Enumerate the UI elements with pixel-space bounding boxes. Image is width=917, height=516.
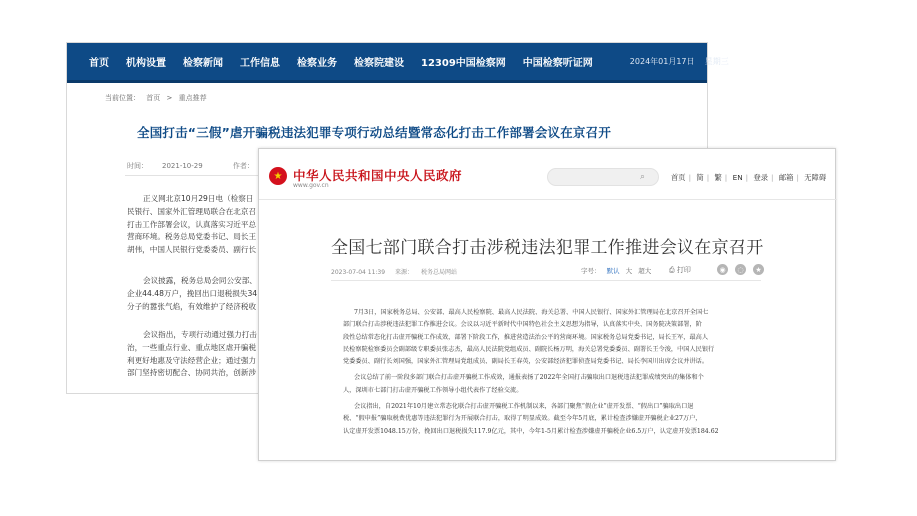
nav-weekday: 星期三	[704, 57, 729, 66]
text-line: 正义网北京10月29日电（检察日	[143, 194, 254, 203]
text-line: 民银行、国家外汇管理局联合在北京召	[127, 206, 257, 216]
weibo-icon[interactable]: ◉	[717, 264, 728, 275]
top-link-accessibility[interactable]: 无障碍	[804, 173, 827, 182]
nav-procuratorate-building[interactable]: 检察院建设	[354, 58, 404, 69]
back-paragraph-3	[127, 329, 267, 380]
front-article-meta	[331, 267, 473, 276]
text-line: 利更好地惠及守法经营企业；通过强力	[127, 355, 257, 365]
text-line: 会议披露，税务总局会同公安部、	[143, 276, 257, 285]
text-line: 部门联合打击涉税违法犯罪工作推进会议。会议以习近平新时代中国特色社会主义思想为指导，认真落实中央、国务院决策部署，阶	[343, 321, 702, 329]
breadcrumb	[105, 93, 211, 103]
meta-divider	[331, 280, 761, 281]
site-url: www.gov.cn	[293, 182, 329, 189]
front-paragraph-3	[343, 401, 761, 438]
top-link-simplified[interactable]: 简	[696, 173, 704, 182]
article-source: 来源： 税务总局网站	[395, 269, 458, 276]
nav-hearing-net[interactable]: 中国检察听证网	[522, 58, 593, 69]
nav-procuratorate-news[interactable]: 检察新闻	[183, 58, 223, 69]
print-icon: ⎙	[669, 266, 675, 274]
text-line: 打击工作部署会议，认真落实习近平总	[127, 219, 257, 229]
text-line: 胡伟，中国人民银行党委委员、副行长	[127, 245, 257, 255]
text-line: 会议指出，自2021年10月建立常态化联合打击虚开骗税工作机制以来，各部门聚焦“假企业”虚开发票、“假出口”骗取出口退	[354, 403, 694, 411]
procuratorate-nav-bar	[67, 43, 729, 83]
back-article-title: 全国打击“三假”虐开骗税违法犯罪专项行动总结暨常态化打击工作部署会议在京召开	[137, 125, 612, 140]
top-link-english[interactable]: EN	[732, 173, 743, 182]
nav-home[interactable]: 首页	[89, 58, 109, 69]
text-line: 会议指出，专项行动通过强力打击	[143, 330, 257, 339]
breadcrumb-section-link[interactable]: 重点推荐	[178, 94, 207, 102]
front-article-body	[343, 307, 761, 442]
front-paragraph-2	[343, 372, 761, 397]
front-paragraph-1	[343, 307, 761, 368]
font-size-xlarge[interactable]: 超大	[638, 267, 652, 275]
header-divider	[259, 199, 837, 200]
search-input[interactable]	[547, 168, 659, 186]
nav-date	[630, 56, 729, 67]
text-line: 7月3日，国家税务总局、公安部、最高人民检察院、最高人民法院、海关总署、中国人民银行、国家外汇管理局在北京召开全国七	[354, 309, 709, 316]
article-datetime: 2023-07-04 11:39	[331, 269, 386, 276]
text-line: 税、“假申报”骗取税费优惠等违法犯罪行为开展联合打击，取得了明显成效。截至今年5月底，累计检查涉嫌虚开骗税企业27万户，	[343, 415, 702, 423]
text-line: 段性总结常态化打击虚开骗税工作成效，部署下阶段工作，推进营造法治公平的营商环境。国家税务总局党委书记，局长王军，最高人	[343, 333, 709, 341]
text-line: 分子的嚣张气焰，有效维护了经济税收	[127, 301, 257, 311]
font-size-label: 字号：	[581, 267, 601, 275]
text-line: 认定虚开发票1048.15万份，挽回出口退税损失117.9亿元，其中，今年1-5月累计检查涉嫌虚开骗税企业6.5万户，认定虚开发票184.62	[343, 427, 719, 435]
top-links: 首页 | 简 | 繁 | EN | 登录 | 邮箱 | 无障碍	[671, 173, 827, 182]
wechat-icon[interactable]: ◌	[735, 264, 746, 275]
nav-date-value: 2024年01月17日	[629, 57, 695, 66]
text-line: 会议总结了前一阶段多部门联合打击虚开骗税工作成效，通报表扬了2022年全国打击骗取出口退税违法犯罪成绩突出的集体和个	[354, 374, 704, 382]
national-emblem-icon[interactable]: ★	[269, 167, 287, 185]
breadcrumb-separator: >	[166, 94, 173, 102]
breadcrumb-home-link[interactable]: 首页	[146, 94, 161, 102]
font-size-default[interactable]: 默认	[606, 267, 620, 275]
text-line: 人，深圳市七部门打击虚开骗税工作领导小组代表作了经验交流。	[343, 386, 523, 394]
nav-12309[interactable]: 12309中国检察网	[421, 58, 506, 69]
nav-organization[interactable]: 机构设置	[126, 58, 166, 69]
nav-work-info[interactable]: 工作信息	[240, 58, 280, 69]
author-field: 作者：	[232, 162, 254, 170]
text-line: 营商环境。税务总局党委书记、局长王	[127, 232, 257, 242]
time-field: 时间： 2021-10-29	[127, 162, 203, 170]
top-link-mailbox[interactable]: 邮箱	[778, 173, 794, 182]
nav-procuratorial-business[interactable]: 检察业务	[297, 58, 337, 69]
back-paragraph-1	[127, 193, 267, 257]
text-line: 党委委员、副行长刘国强，国家外汇管理局党组成员、副局长王春英，公安部经济犯罪侦查局党委书记、局长李国川出席会议并讲话。	[343, 358, 709, 366]
font-size-switcher	[581, 266, 655, 275]
text-line: 治，一些重点行业、重点地区虐开骗税	[127, 342, 257, 352]
front-article-title: 全国七部门联合打击涉税违法犯罪工作推进会议在京召开	[331, 238, 764, 258]
text-line: 民检察院检察委员会副部级专职委员张志杰，最高人民法院党组成员、副院长杨万明，海关总署党委委员、副署长王令浚，中国人民银行	[343, 345, 715, 353]
site-name[interactable]: 中华人民共和国中央人民政府	[293, 168, 463, 183]
text-line: 企业44.48万户，挽回出口退税损失34	[127, 288, 258, 298]
print-button[interactable]	[669, 265, 691, 275]
top-link-home[interactable]: 首页	[671, 173, 686, 182]
print-label: 打印	[676, 266, 691, 274]
breadcrumb-label: 当前位置：	[105, 94, 140, 102]
qzone-icon[interactable]: ★	[753, 264, 764, 275]
text-line: 部门坚持密切配合、协同共治，创新涉	[127, 368, 257, 378]
back-paragraph-2	[127, 275, 267, 313]
top-link-login[interactable]: 登录	[753, 173, 769, 182]
font-size-large[interactable]: 大	[625, 267, 633, 275]
top-link-traditional[interactable]: 繁	[714, 173, 722, 182]
gov-cn-page-window	[258, 148, 836, 461]
search-icon[interactable]: ⌕	[640, 172, 646, 182]
